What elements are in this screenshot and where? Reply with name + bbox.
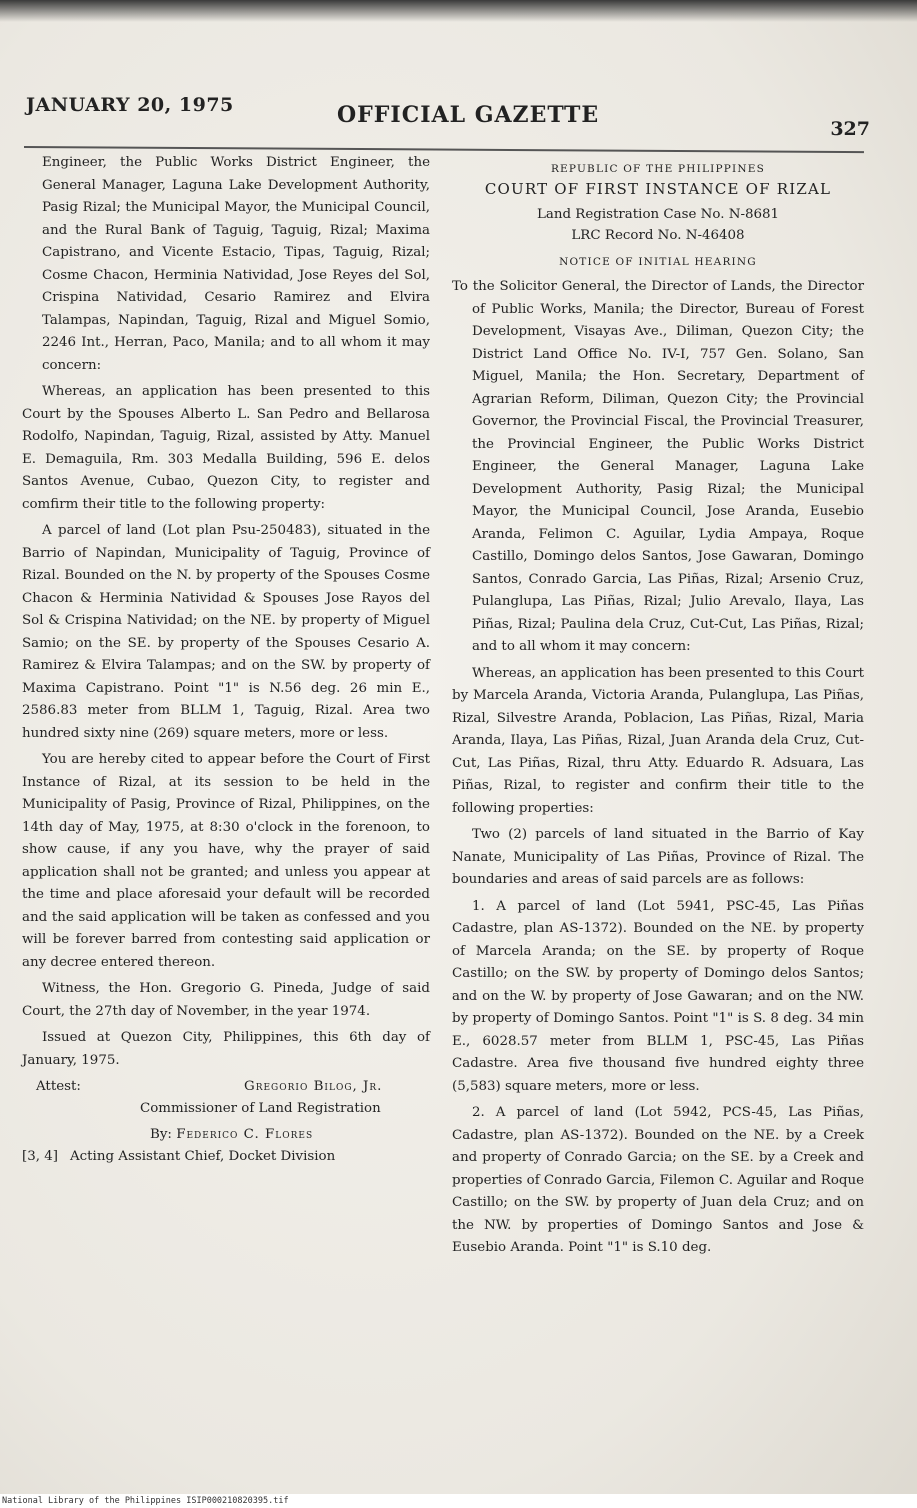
whereas-paragraph: Whereas, an application has been presented to this Court by Marcela Aranda, Victoria Aranda, Pulanglupa, Las Piñas, Rizal, Silvestre Aranda, Poblacion, Las Piñas, Rizal, Maria Aranda, Ilaya, Las Piñas, Rizal, Juan Aranda dela Cruz, Cut-Cut, Las Piñas, Rizal, thru Atty. Eduardo R. Adsuara, Las Piñas, Rizal, to register and confirm their title to the following properties: <box>452 665 864 816</box>
notice-heading: NOTICE OF INITIAL HEARING <box>559 256 757 268</box>
whereas-paragraph: Whereas, an application has been presented to this Court by the Spouses Alberto L. San Pedro and Bellarosa Rodolfo, Napindan, Taguig, Rizal, assisted by Atty. Manuel E. Demaguila, Rm. 303 Medalla Building, 596 E. delos Santos Avenue, Cubao, Quezon City, to register and comfirm their title to the following property: <box>22 384 430 512</box>
right-column <box>452 152 864 1264</box>
by-label: By: <box>150 1127 172 1142</box>
citation-paragraph: You are hereby cited to appear before the Court of First Instance of Rizal, at its session to be held in the Municipality of Pasig, Province of Rizal, Philippines, on the 14th day of May, 1975, at 8:30 o'clock in the forenoon, to show cause, if any you have, why the prayer of said application shall not be granted; and unless you appear at the time and place aforesaid your default will be recorded and the said application will be taken as confessed and you will be forever barred from contesting said application or any decree entered thereon. <box>22 752 430 970</box>
archive-footer: National Library of the Philippines ISIP000210820395.tif <box>0 1494 917 1508</box>
record-number: LRC Record No. N-46408 <box>571 228 745 243</box>
parcel-1: 1. A parcel of land (Lot 5941, PSC-45, Las Piñas Cadastre, plan AS-1372). Bounded on the NE. by property of Marcela Aranda; on the SE. by property of Roque Castillo; on the SW. by property of Domingo delos Santos; and on the W. by property of Jose Gawaran; and on the NW. by property of Domingo Santos. Point "1" is S. 8 deg. 34 min E., 6028.57 meter from BLLM 1, PSC-45, Las Piñas Cadastre. Area five thousand five hundred eighty three (5,583) square meters, more or less. <box>452 898 864 1094</box>
issued-paragraph: Issued at Quezon City, Philippines, this 6th day of January, 1975. <box>22 1030 430 1068</box>
by-name: Federico C. Flores <box>176 1127 314 1142</box>
republic-heading: REPUBLIC OF THE PHILIPPINES <box>550 163 766 175</box>
witness-paragraph: Witness, the Hon. Gregorio G. Pineda, Judge of said Court, the 27th day of November, in the year 1974. <box>22 981 430 1019</box>
addressees: To the Solicitor General, the Director of Lands, the Director of Public Works, Manila; the Director, Bureau of Forest Development, Visayas Ave., Diliman, Quezon City; the District Land Office No. IV-I, 757 Gen. Solano, San Miguel, Manila; the Hon. Secretary, Department of Agrarian Reform, Diliman, Quezon City; the Provincial Governor, the Provincial Fiscal, the Provincial Treasurer, the Provincial Engineer, the Public Works District Engineer, the General Manager, Laguna Lake Development Authority, Pasig Rizal; the Municipal Mayor, the Municipal Council, Jose Aranda, Eusebio Aranda, Felimon C. Aguilar, Lydia Ampaya, Roque Castillo, Domingo delos Santos, Jose Gawaran, Domingo Santos, Conrado Garcia, Las Piñas, Rizal; Arsenio Cruz, Pulanglupa, Las Piñas, Rizal; Julio Arevalo, Ilaya, Las Piñas, Rizal; Paulina dela Cruz, Cut-Cut, Las Piñas, Rizal; and to all whom it may concern: <box>452 279 864 654</box>
scan-edge-shadow <box>0 0 917 22</box>
reference-marker: [3, 4] <box>22 1149 59 1164</box>
page-number: 327 <box>830 118 870 140</box>
addressees-continued: Engineer, the Public Works District Engineer, the General Manager, Laguna Lake Development Authority, Pasig Rizal; the Municipal Mayor, the Municipal Council, and the Rural Bank of Taguig, Taguig, Rizal; Maxima Capistrano, and Vicente Estacio, Tipas, Taguig, Rizal; Cosme Chacon, Herminia Natividad, Jose Reyes del Sol, Crispina Natividad, Cesario Ramirez and Elvira Talampas, Napindan, Taguig, Rizal and Miguel Somio, 2246 Int., Herran, Paco, Manila; and to all whom it may concern: <box>42 155 430 373</box>
signatory-name: Gregorio Bilog, Jr. <box>244 1079 383 1094</box>
case-number: Land Registration Case No. N-8681 <box>536 207 780 222</box>
page-header <box>24 90 872 142</box>
parcels-intro: Two (2) parcels of land situated in the Barrio of Kay Nanate, Municipality of Las Piñas, Province of Rizal. The boundaries and areas of said parcels are as follows: <box>452 827 864 887</box>
attest-label: Attest: <box>36 1079 81 1094</box>
header-title: OFFICIAL GAZETTE <box>337 102 600 128</box>
left-column <box>22 152 430 1166</box>
parcel-description: A parcel of land (Lot plan Psu-250483), situated in the Barrio of Napindan, Municipality of Taguig, Province of Rizal. Bounded on the N. by property of the Spouses Cosme Chacon & Herminia Natividad & Spouses Jose Rayos del Sol & Crispina Natividad; on the NE. by property of Miguel Samio; on the SE. by property of the Spouses Cesario A. Ramirez & Elvira Talampas; and on the SW. by property of Maxima Capistrano. Point "1" is N.56 deg. 26 min E., 2586.83 meter from BLLM 1, Taguig, Rizal. Area two hundred sixty nine (269) square meters, more or less. <box>22 523 430 741</box>
by-line <box>150 1124 313 1147</box>
court-heading: COURT OF FIRST INSTANCE OF RIZAL <box>484 180 832 198</box>
attestation-block <box>22 1076 430 1166</box>
by-title: Acting Assistant Chief, Docket Division <box>70 1149 336 1164</box>
parcel-2: 2. A parcel of land (Lot 5942, PCS-45, Las Piñas, Cadastre, plan AS-1372). Bounded on the NE. by a Creek and property of Conrado Garcia; on the SE. by a Creek and properties of Conrado Garcia, Filemon C. Aguilar and Roque Castillo; on the SW. by property of Juan dela Cruz; and on the NW. by properties of Domingo Santos and Jose & Eusebio Aranda. Point "1" is S.10 deg. <box>452 1105 864 1255</box>
signatory-title: Commissioner of Land Registration <box>140 1101 381 1116</box>
header-date: JANUARY 20, 1975 <box>26 94 234 116</box>
